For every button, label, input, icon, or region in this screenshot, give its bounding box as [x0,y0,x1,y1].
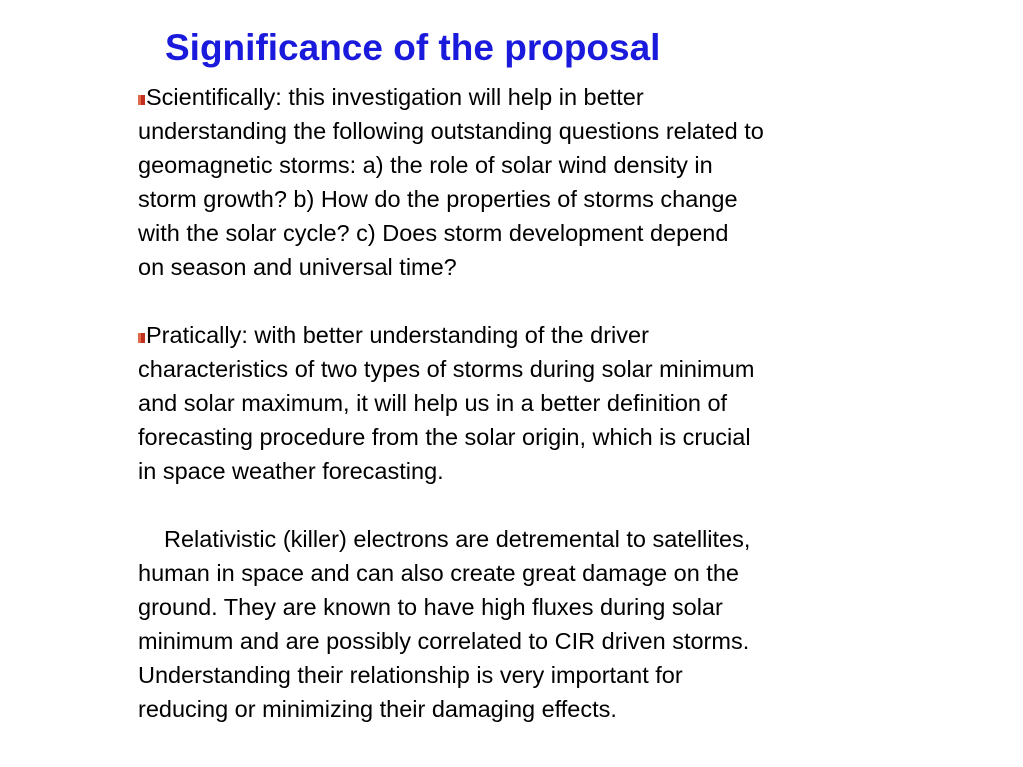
slide-title: Significance of the proposal [165,27,661,68]
paragraph-relativistic [138,522,913,726]
paragraph-text: Scientifically: this investigation will help in better understanding the following outstanding questions related to geomagnetic storms: a) the role of solar wind density in storm growth? b) How do the properties of storms change with the solar cycle? c) Does storm development depend on season and universal time? [138,84,764,280]
paragraph-text: Relativistic (killer) electrons are detremental to satellites, human in space and can also create great damage on the ground. They are known to have high fluxes during solar minimum and are possibly correlated to CIR driven storms. Understanding their relationship is very important for reducing or minimizing their damaging effects. [138,526,751,722]
square-bullet-icon [138,333,145,343]
square-bullet-icon [138,95,145,105]
paragraph-practically [138,318,913,488]
paragraph-scientifically [138,80,913,284]
paragraph-text: Pratically: with better understanding of the driver characteristics of two types of storms during solar minimum and solar maximum, it will help us in a better definition of forecasting procedure from the solar origin, which is crucial in space weather forecasting. [138,322,755,484]
slide-body [138,80,913,726]
